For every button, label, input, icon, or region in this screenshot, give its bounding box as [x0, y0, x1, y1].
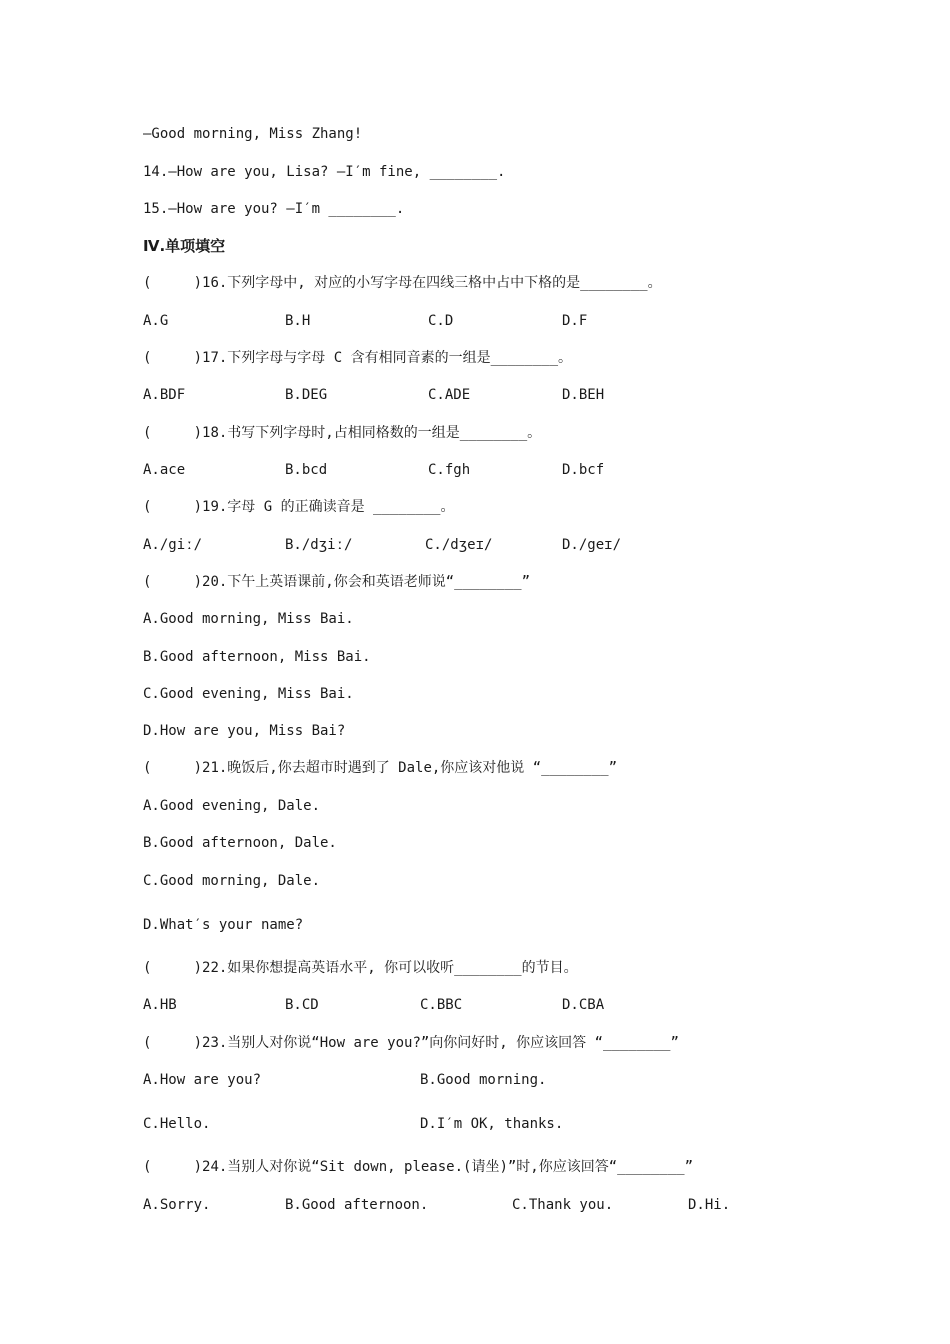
- option: C.Hello.: [143, 1116, 211, 1132]
- answer-bracket: ( ): [143, 275, 203, 291]
- option: A.Good evening, Dale.: [143, 798, 321, 814]
- option: A./giː/: [143, 537, 203, 553]
- option: D.What′s your name?: [143, 917, 304, 933]
- question-16: [143, 274, 662, 292]
- option: D.Hi.: [688, 1197, 731, 1213]
- option: B.H: [285, 313, 311, 329]
- question-text: 16.下列字母中, 对应的小写字母在四线三格中占中下格的是________。: [202, 275, 662, 291]
- option: A.HB: [143, 997, 177, 1013]
- answer-bracket: ( ): [143, 425, 203, 441]
- question-text: 21.晚饭后,你去超市时遇到了 Dale,你应该对他说 “________”: [202, 760, 618, 776]
- answer-bracket: ( ): [143, 1035, 203, 1051]
- option: A.BDF: [143, 387, 186, 403]
- question-17: [143, 349, 572, 367]
- answer-bracket: ( ): [143, 574, 203, 590]
- option: D.CBA: [562, 997, 605, 1013]
- question-text: 23.当别人对你说“How are you?”向你问好时, 你应该回答 “________”: [202, 1035, 679, 1051]
- question-text: 22.如果你想提高英语水平, 你可以收听________的节目。: [202, 960, 578, 976]
- question-18: [143, 424, 541, 442]
- answer-bracket: ( ): [143, 960, 203, 976]
- option: B.Good morning.: [420, 1072, 547, 1088]
- option: C.Thank you.: [512, 1197, 614, 1213]
- option: C.Good morning, Dale.: [143, 873, 321, 889]
- option: C.Good evening, Miss Bai.: [143, 686, 354, 702]
- answer-bracket: ( ): [143, 760, 203, 776]
- option: B.DEG: [285, 387, 328, 403]
- question-14: 14.—How are you, Lisa? —I′m fine, ________.: [143, 164, 506, 180]
- question-21: [143, 759, 617, 777]
- option: D.I′m OK, thanks.: [420, 1116, 564, 1132]
- option: D./geɪ/: [562, 537, 622, 553]
- question-text: 17.下列字母与字母 C 含有相同音素的一组是________。: [202, 350, 573, 366]
- question-text: 18.书写下列字母时,占相同格数的一组是________。: [202, 425, 542, 441]
- option: D.bcf: [562, 462, 605, 478]
- option: B./dʒiː/: [285, 537, 353, 553]
- option: C.ADE: [428, 387, 471, 403]
- dialogue-line: —Good morning, Miss Zhang!: [143, 126, 363, 142]
- option: D.How are you, Miss Bai?: [143, 723, 346, 739]
- option: D.F: [562, 313, 588, 329]
- option: A.Sorry.: [143, 1197, 211, 1213]
- question-23: [143, 1034, 679, 1052]
- option: D.BEH: [562, 387, 605, 403]
- option: B.Good afternoon, Miss Bai.: [143, 649, 371, 665]
- option: A.ace: [143, 462, 186, 478]
- question-20: [143, 573, 530, 591]
- section-title: Ⅳ.单项填空: [143, 237, 226, 255]
- option: A.How are you?: [143, 1072, 262, 1088]
- question-text: 24.当别人对你说“Sit down, please.(请坐)”时,你应该回答“________”: [202, 1159, 694, 1175]
- option: B.bcd: [285, 462, 328, 478]
- option: A.Good morning, Miss Bai.: [143, 611, 354, 627]
- option: C.fgh: [428, 462, 471, 478]
- option: C./dʒeɪ/: [425, 537, 493, 553]
- question-15: 15.—How are you? —I′m ________.: [143, 201, 405, 217]
- answer-bracket: ( ): [143, 350, 203, 366]
- option: B.CD: [285, 997, 319, 1013]
- option: B.Good afternoon.: [285, 1197, 429, 1213]
- option: A.G: [143, 313, 169, 329]
- option: C.D: [428, 313, 454, 329]
- answer-bracket: ( ): [143, 1159, 203, 1175]
- question-24: [143, 1158, 693, 1176]
- option: B.Good afternoon, Dale.: [143, 835, 337, 851]
- question-19: [143, 498, 454, 516]
- question-22: [143, 959, 578, 977]
- question-text: 20.下午上英语课前,你会和英语老师说“________”: [202, 574, 531, 590]
- option: C.BBC: [420, 997, 463, 1013]
- answer-bracket: ( ): [143, 499, 203, 515]
- question-text: 19.字母 G 的正确读音是 ________。: [202, 499, 455, 515]
